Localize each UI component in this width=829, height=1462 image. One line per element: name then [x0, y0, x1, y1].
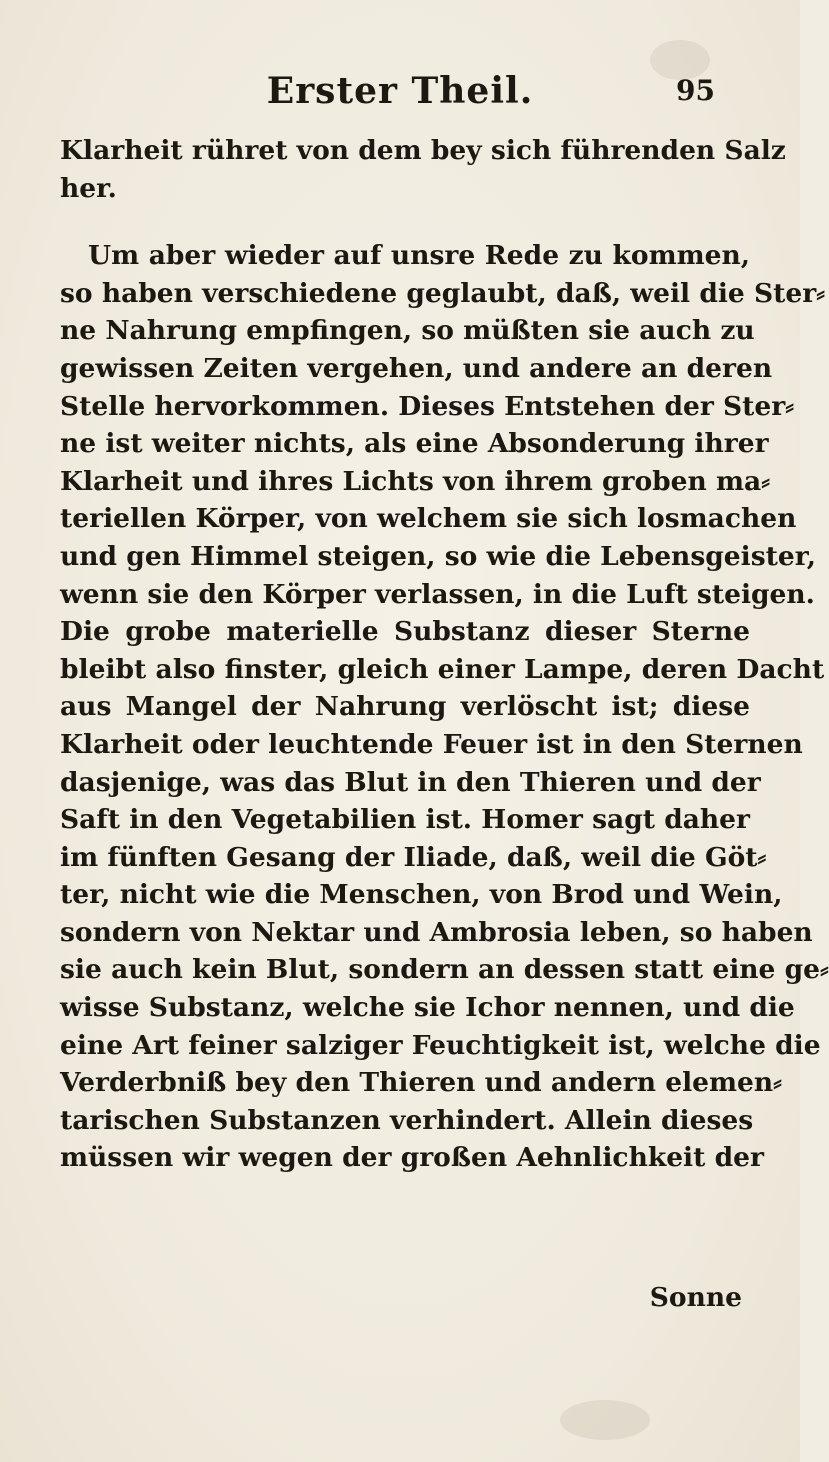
text-line: Klarheit rühret von dem bey sich führenden Salz: [60, 135, 786, 166]
text-line: dasjenige, was das Blut in den Thieren und der: [60, 766, 761, 798]
text-line: sie auch kein Blut, sondern an dessen statt eine ge⸗: [60, 954, 829, 986]
text-line: wisse Substanz, welche sie Ichor nennen, und die: [60, 992, 795, 1024]
catchword: Sonne: [649, 1282, 742, 1313]
text-line: tarischen Substanzen verhindert. Allein dieses: [60, 1104, 754, 1136]
text-line: teriellen Körper, von welchem sie sich losmachen: [60, 503, 797, 535]
text-line: im fünften Gesang der Iliade, daß, weil die Göt⸗: [60, 841, 767, 873]
text-line: Klarheit und ihres Lichts von ihrem groben ma⸗: [60, 465, 771, 497]
text-line: her.: [60, 172, 117, 204]
page-number: 95: [676, 74, 715, 107]
text-line: bleibt also finster, gleich einer Lampe, deren Dacht: [60, 653, 825, 685]
text-line: ne Nahrung empfingen, so müßten sie auch zu: [60, 315, 755, 347]
text-line: Saft in den Vegetabilien ist. Homer sagt daher: [60, 804, 750, 836]
text-line: sondern von Nektar und Ambrosia leben, so haben: [60, 916, 813, 948]
running-head: Erster Theil.: [266, 70, 534, 112]
paper-stain: [560, 1400, 650, 1440]
text-line: Stelle hervorkommen. Dieses Entstehen der Ster⸗: [60, 390, 795, 422]
text-line: ne ist weiter nichts, als eine Absonderung ihrer: [60, 428, 769, 460]
text-line: eine Art feiner salziger Feuchtigkeit ist, welche die: [60, 1029, 821, 1061]
text-line: müssen wir wegen der großen Aehnlichkeit der: [60, 1142, 764, 1174]
page-header: [0, 70, 800, 120]
text-line: Klarheit oder leuchtende Feuer ist in den Sternen: [60, 728, 803, 760]
text-line: Die grobe materielle Substanz dieser Sterne: [60, 616, 750, 648]
text-line: gewissen Zeiten vergehen, und andere an deren: [60, 352, 773, 384]
text-line: aus Mangel der Nahrung verlöscht ist; diese: [60, 691, 750, 723]
body-text: [60, 132, 829, 1177]
text-line: wenn sie den Körper verlassen, in die Luft steigen.: [60, 578, 815, 610]
text-line: Verderbniß bey den Thieren und andern elemen⸗: [60, 1067, 782, 1099]
text-line: ter, nicht wie die Menschen, von Brod und Wein,: [60, 879, 783, 911]
text-line: Um aber wieder auf unsre Rede zu kommen,: [88, 240, 750, 272]
text-line: so haben verschiedene geglaubt, daß, weil die Ster⸗: [60, 277, 826, 309]
text-line: und gen Himmel steigen, so wie die Lebensgeister,: [60, 540, 816, 572]
